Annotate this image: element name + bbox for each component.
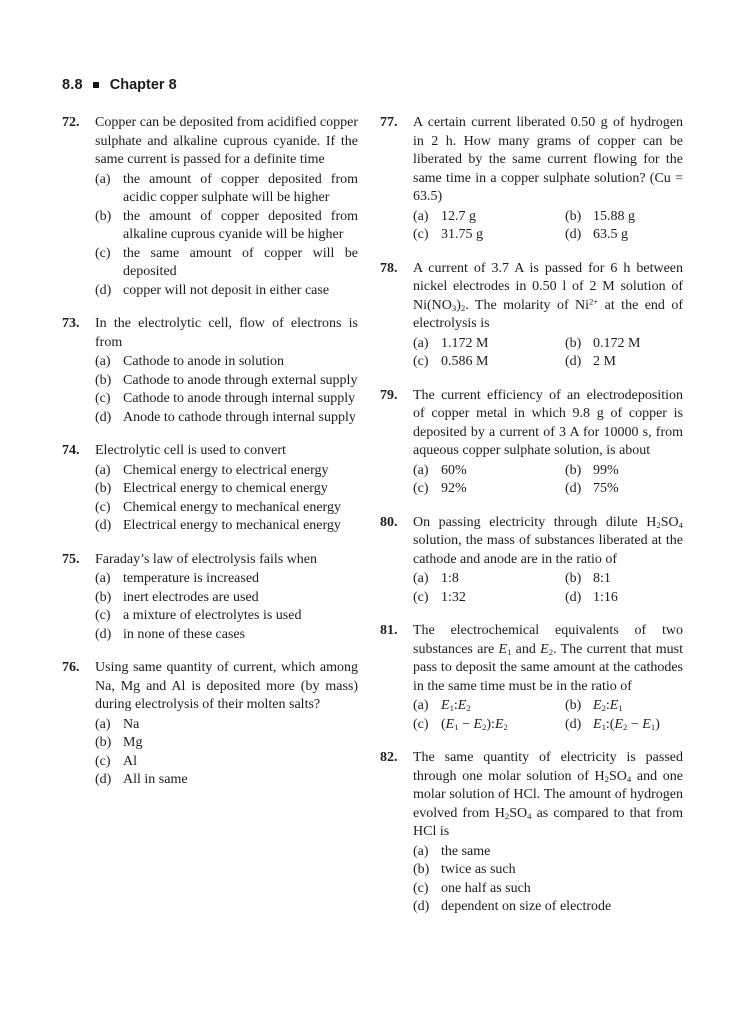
left-column bbox=[62, 114, 358, 932]
option-label: (a) bbox=[95, 571, 111, 586]
question-number: 78. bbox=[380, 260, 398, 276]
question-73 bbox=[62, 315, 358, 427]
question-text: On passing electricity through dilute $H_2SO_4$ solution, the mass of substances liberated at the cathode and anode are in the ratio of bbox=[413, 514, 683, 567]
option bbox=[413, 208, 565, 227]
option bbox=[95, 208, 358, 245]
option bbox=[565, 589, 683, 608]
option-label: (a) bbox=[95, 716, 111, 732]
option-label: (d) bbox=[565, 589, 582, 605]
page-header bbox=[62, 77, 683, 93]
option bbox=[413, 880, 683, 899]
option bbox=[95, 734, 358, 753]
option-text: 31.75 g bbox=[441, 227, 483, 242]
option-text: $E_1:(E_2 - E_1)$ bbox=[593, 716, 660, 732]
option-label: (c) bbox=[95, 391, 111, 406]
option bbox=[565, 353, 683, 372]
option-label: (d) bbox=[565, 354, 582, 369]
option-label: (c) bbox=[413, 227, 429, 242]
question-82 bbox=[380, 749, 683, 917]
option bbox=[413, 861, 683, 880]
option-label: (c) bbox=[413, 716, 429, 732]
option-label: (b) bbox=[413, 862, 430, 877]
option bbox=[565, 226, 683, 245]
question-text: A certain current liberated 0.50 g of hydrogen in 2 h. How many grams of copper can be liberated by the same current flowing for the same time in a copper sulphate solution? (Cu = 63.5) bbox=[413, 115, 683, 204]
question-text: The current efficiency of an electrodeposition of copper metal in which 9.8 g of copper is deposited by a current of 3 A for 10000 s, from aqueous copper sulphate solution, is about bbox=[413, 387, 683, 458]
two-column-layout bbox=[62, 114, 683, 932]
question-81 bbox=[380, 622, 683, 734]
option bbox=[95, 517, 358, 536]
option-label: (d) bbox=[565, 716, 582, 732]
option bbox=[413, 226, 565, 245]
question-75 bbox=[62, 551, 358, 645]
option-label: (b) bbox=[95, 735, 112, 750]
question-number: 80. bbox=[380, 514, 398, 530]
option-text: a mixture of electrolytes is used bbox=[123, 608, 302, 623]
option-label: (c) bbox=[413, 354, 429, 369]
options-grid bbox=[413, 697, 683, 734]
option-text: the same amount of copper will be deposited bbox=[123, 245, 358, 279]
option-text: copper will not deposit in either case bbox=[123, 282, 330, 298]
question-number: 82. bbox=[380, 750, 398, 765]
option bbox=[413, 462, 565, 481]
option-text: Cathode to anode through external supply bbox=[123, 372, 358, 388]
square-bullet-icon bbox=[93, 82, 99, 88]
option-text: the amount of copper deposited from acidic copper sulphate will be higher bbox=[123, 171, 358, 205]
option-text: 1:8 bbox=[441, 571, 459, 586]
option-text: Mg bbox=[123, 735, 143, 750]
option bbox=[95, 771, 358, 790]
option bbox=[95, 282, 358, 301]
option bbox=[95, 462, 358, 481]
options-list bbox=[95, 171, 358, 301]
option bbox=[95, 353, 358, 372]
option-text: temperature is increased bbox=[123, 571, 260, 586]
option-label: (d) bbox=[413, 899, 430, 914]
option bbox=[565, 335, 683, 354]
options-list bbox=[413, 843, 683, 917]
option bbox=[95, 372, 358, 391]
question-text: Electrolytic cell is used to convert bbox=[95, 443, 286, 458]
options-grid bbox=[413, 208, 683, 245]
option-label: (a) bbox=[95, 354, 111, 369]
question-number: 81. bbox=[380, 623, 398, 638]
option bbox=[413, 480, 565, 499]
option-text: 2 M bbox=[593, 354, 616, 369]
option-text: in none of these cases bbox=[123, 626, 246, 642]
question-number: 72. bbox=[62, 115, 80, 130]
option-text: 99% bbox=[593, 462, 619, 478]
option bbox=[565, 697, 683, 716]
option-text: the amount of copper deposited from alkaline cuprous cyanide will be higher bbox=[123, 208, 358, 242]
question-text: A current of 3.7 A is passed for 6 h between nickel electrodes in 0.50 l of 2 M solution of $Ni(NO_3)_2$. The molarity of $Ni^{2+}$ at the end of electrolysis is bbox=[413, 260, 683, 331]
option-text: $E_1:E_2$ bbox=[441, 698, 471, 714]
question-number: 75. bbox=[62, 551, 80, 567]
option bbox=[413, 353, 565, 372]
option-label: (a) bbox=[413, 698, 429, 713]
question-number: 77. bbox=[380, 115, 398, 130]
option-text: 0.172 M bbox=[593, 335, 641, 351]
options-grid bbox=[413, 462, 683, 499]
question-number: 79. bbox=[380, 387, 398, 403]
option-text: Al bbox=[123, 753, 137, 769]
option-text: Cathode to anode through internal supply bbox=[123, 391, 356, 406]
option bbox=[413, 570, 565, 589]
option-text: 12.7 g bbox=[441, 208, 476, 224]
option bbox=[95, 716, 358, 735]
option-label: (d) bbox=[95, 409, 112, 425]
option-text: 60% bbox=[441, 462, 467, 478]
option-label: (b) bbox=[95, 589, 112, 605]
option-label: (b) bbox=[95, 208, 112, 224]
option-label: (a) bbox=[95, 462, 111, 478]
option-label: (d) bbox=[95, 282, 112, 298]
question-74 bbox=[62, 442, 358, 536]
option-label: (b) bbox=[565, 208, 582, 224]
question-79 bbox=[380, 387, 683, 499]
option-label: (c) bbox=[95, 499, 111, 515]
question-77 bbox=[380, 114, 683, 245]
option-text: $E_2:E_1$ bbox=[593, 698, 623, 714]
option-label: (d) bbox=[565, 481, 582, 496]
option-label: (c) bbox=[413, 880, 429, 896]
option bbox=[95, 390, 358, 409]
option-label: (a) bbox=[413, 462, 429, 478]
option-text: inert electrodes are used bbox=[123, 589, 259, 605]
option-label: (b) bbox=[565, 698, 582, 713]
option-text: twice as such bbox=[441, 862, 516, 877]
option bbox=[95, 171, 358, 208]
option bbox=[413, 589, 565, 608]
option bbox=[95, 626, 358, 645]
option-label: (c) bbox=[95, 245, 111, 261]
option-label: (d) bbox=[95, 518, 112, 533]
option-text: 63.5 g bbox=[593, 227, 628, 242]
option-label: (d) bbox=[95, 626, 112, 642]
option-label: (b) bbox=[95, 372, 112, 388]
option-text: 1:32 bbox=[441, 589, 466, 605]
option-label: (b) bbox=[95, 481, 112, 496]
option-text: Anode to cathode through internal supply bbox=[123, 409, 356, 425]
options-list bbox=[95, 462, 358, 536]
option bbox=[95, 570, 358, 589]
question-number: 74. bbox=[62, 443, 80, 458]
option-text: 1:16 bbox=[593, 589, 618, 605]
option-text: one half as such bbox=[441, 880, 531, 896]
question-number: 76. bbox=[62, 660, 80, 675]
option bbox=[565, 480, 683, 499]
option bbox=[95, 245, 358, 282]
option-text: ($E_1$ − $E_2):E_2$ bbox=[441, 716, 508, 732]
question-78 bbox=[380, 260, 683, 372]
option-label: (a) bbox=[95, 171, 111, 187]
option bbox=[565, 570, 683, 589]
option-label: (d) bbox=[565, 227, 582, 242]
option bbox=[95, 607, 358, 626]
option bbox=[95, 409, 358, 428]
question-text: The same quantity of electricity is passed through one molar solution of $H_2SO_4$ and one molar solution of HCl. The amount of hydrogen evolved from $H_2SO_4$ as compared to that from HCl is bbox=[413, 750, 683, 839]
option-text: 75% bbox=[593, 481, 619, 496]
option bbox=[95, 499, 358, 518]
question-text: Copper can be deposited from acidified copper sulphate and alkaline cuprous cyanide. If the same current is passed for a definite time bbox=[95, 115, 358, 167]
chapter-title: Chapter 8 bbox=[109, 77, 177, 93]
option-text: Chemical energy to electrical energy bbox=[123, 462, 329, 478]
option bbox=[413, 843, 683, 862]
options-list bbox=[95, 716, 358, 790]
option-text: Electrical energy to mechanical energy bbox=[123, 518, 341, 533]
option-text: All in same bbox=[123, 772, 188, 787]
question-text: Using same quantity of current, which among Na, Mg and Al is deposited more (by mass) during electrolysis of their molten salts? bbox=[95, 660, 358, 712]
right-column bbox=[380, 114, 683, 932]
option-text: 0.586 M bbox=[441, 354, 489, 369]
option bbox=[413, 335, 565, 354]
option-text: Chemical energy to mechanical energy bbox=[123, 499, 341, 515]
option-label: (a) bbox=[413, 208, 429, 224]
option-label: (c) bbox=[95, 753, 111, 769]
question-text: In the electrolytic cell, flow of electrons is from bbox=[95, 316, 358, 350]
option bbox=[565, 208, 683, 227]
question-text: Faraday’s law of electrolysis fails when bbox=[95, 551, 317, 567]
question-text: The electrochemical equivalents of two substances are $E_1$ and $E_2$. The current that must pass to deposit the same amount at the cathodes in the same time must be in the ratio of bbox=[413, 623, 683, 694]
question-number: 73. bbox=[62, 316, 80, 331]
option-text: Na bbox=[123, 716, 140, 732]
option-text: the same bbox=[441, 843, 491, 859]
option bbox=[413, 716, 565, 735]
option-label: (c) bbox=[95, 608, 111, 623]
option-text: Electrical energy to chemical energy bbox=[123, 481, 328, 496]
section-number: 8.8 bbox=[62, 77, 83, 93]
option-text: Cathode to anode in solution bbox=[123, 354, 284, 369]
option-label: (a) bbox=[413, 335, 429, 351]
option bbox=[413, 697, 565, 716]
option-text: dependent on size of electrode bbox=[441, 899, 612, 914]
option-label: (d) bbox=[95, 772, 112, 787]
option-text: 1.172 M bbox=[441, 335, 489, 351]
question-72 bbox=[62, 114, 358, 300]
options-grid bbox=[413, 570, 683, 607]
option bbox=[95, 753, 358, 772]
option-label: (b) bbox=[565, 462, 582, 478]
option-label: (b) bbox=[565, 571, 582, 586]
option bbox=[565, 716, 683, 735]
option-label: (b) bbox=[565, 335, 582, 351]
option-label: (a) bbox=[413, 571, 429, 586]
options-list bbox=[95, 353, 358, 427]
option-text: 15.88 g bbox=[593, 208, 635, 224]
option-label: (c) bbox=[413, 589, 429, 605]
option bbox=[95, 589, 358, 608]
option-label: (c) bbox=[413, 481, 429, 496]
option-text: 8:1 bbox=[593, 571, 611, 586]
option bbox=[413, 898, 683, 917]
option bbox=[565, 462, 683, 481]
option bbox=[95, 480, 358, 499]
option-text: 92% bbox=[441, 481, 467, 496]
option-label: (a) bbox=[413, 843, 429, 859]
options-grid bbox=[413, 335, 683, 372]
question-80 bbox=[380, 514, 683, 608]
options-list bbox=[95, 570, 358, 644]
question-76 bbox=[62, 659, 358, 790]
